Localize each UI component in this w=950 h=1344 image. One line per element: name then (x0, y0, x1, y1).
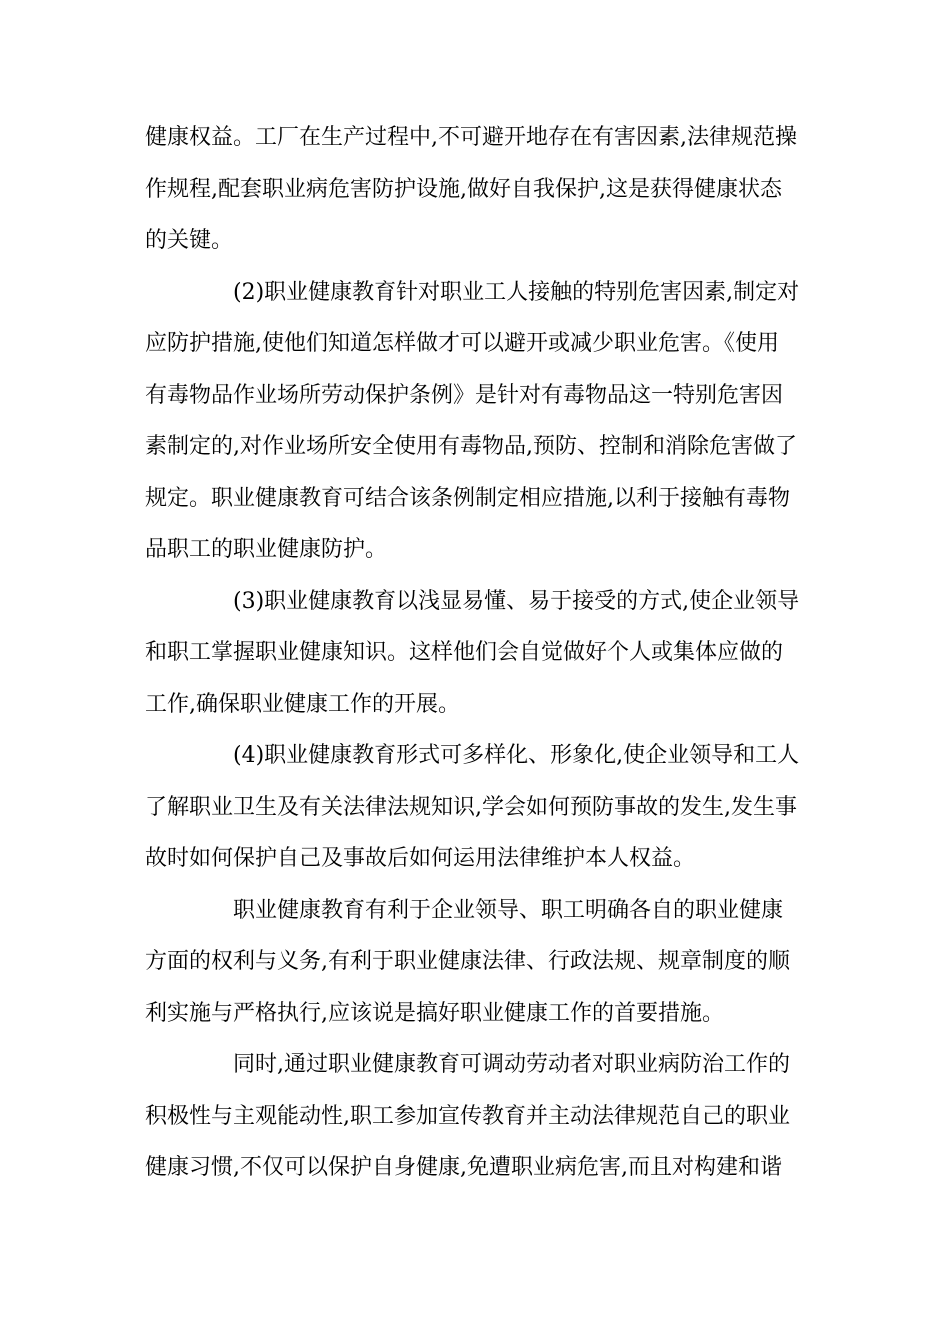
text-line: 健康权益。工厂在生产过程中,不可避开地存在有害因素,法律规范操 (145, 125, 797, 150)
text-line: 了解职业卫生及有关法律法规知识,学会如何预防事故的发生,发生事 (145, 794, 797, 820)
text-line: (4)职业健康教育形式可多样化、形象化,使企业领导和工人 (233, 743, 800, 768)
text-line: 同时,通过职业健康教育可调动劳动者对职业病防治工作的 (233, 1052, 790, 1077)
paragraph-1 (145, 112, 805, 267)
paragraph-2 (145, 267, 805, 576)
text-line: 规定。职业健康教育可结合该条例制定相应措施,以利于接触有毒物 (145, 485, 790, 511)
text-line: 素制定的,对作业场所安全使用有毒物品,预防、控制和消除危害做了 (145, 434, 797, 459)
text-line: 和职工掌握职业健康知识。这样他们会自觉做好个人或集体应做的 (145, 640, 784, 665)
text-line: 工作,确保职业健康工作的开展。 (145, 691, 460, 717)
text-line: 利实施与严格执行,应该说是搞好职业健康工作的首要措施。 (145, 1000, 724, 1026)
paragraph-3 (145, 576, 805, 731)
text-line: (3)职业健康教育以浅显易懂、易于接受的方式,使企业领导 (233, 588, 800, 614)
paragraph-5 (145, 885, 805, 1040)
paragraph-6 (145, 1039, 805, 1194)
document-body (145, 112, 805, 1194)
text-line: 应防护措施,使他们知道怎样做才可以避开或减少职业危害。《使用 (145, 331, 779, 356)
text-line: 职业健康教育有利于企业领导、职工明确各自的职业健康 (233, 897, 784, 923)
text-line: 品职工的职业健康防护。 (145, 537, 388, 562)
text-line: 故时如何保护自己及事故后如何运用法律维护本人权益。 (145, 846, 696, 871)
text-line: 积极性与主观能动性,职工参加宣传教育并主动法律规范自己的职业 (145, 1103, 790, 1129)
text-line: 作规程,配套职业病危害防护设施,做好自我保护,这是获得健康状态 (145, 176, 782, 202)
text-line: 健康习惯,不仅可以保护自身健康,免遭职业病危害,而且对构建和谐 (145, 1155, 782, 1180)
text-line: (2)职业健康教育针对职业工人接触的特别危害因素,制定对 (233, 279, 800, 305)
text-line: 的关键。 (145, 228, 234, 253)
paragraph-4 (145, 730, 805, 885)
text-line: 有毒物品作业场所劳动保护条例》是针对有毒物品这一特别危害因 (145, 382, 784, 408)
text-line: 方面的权利与义务,有利于职业健康法律、行政法规、规章制度的顺 (145, 949, 790, 974)
